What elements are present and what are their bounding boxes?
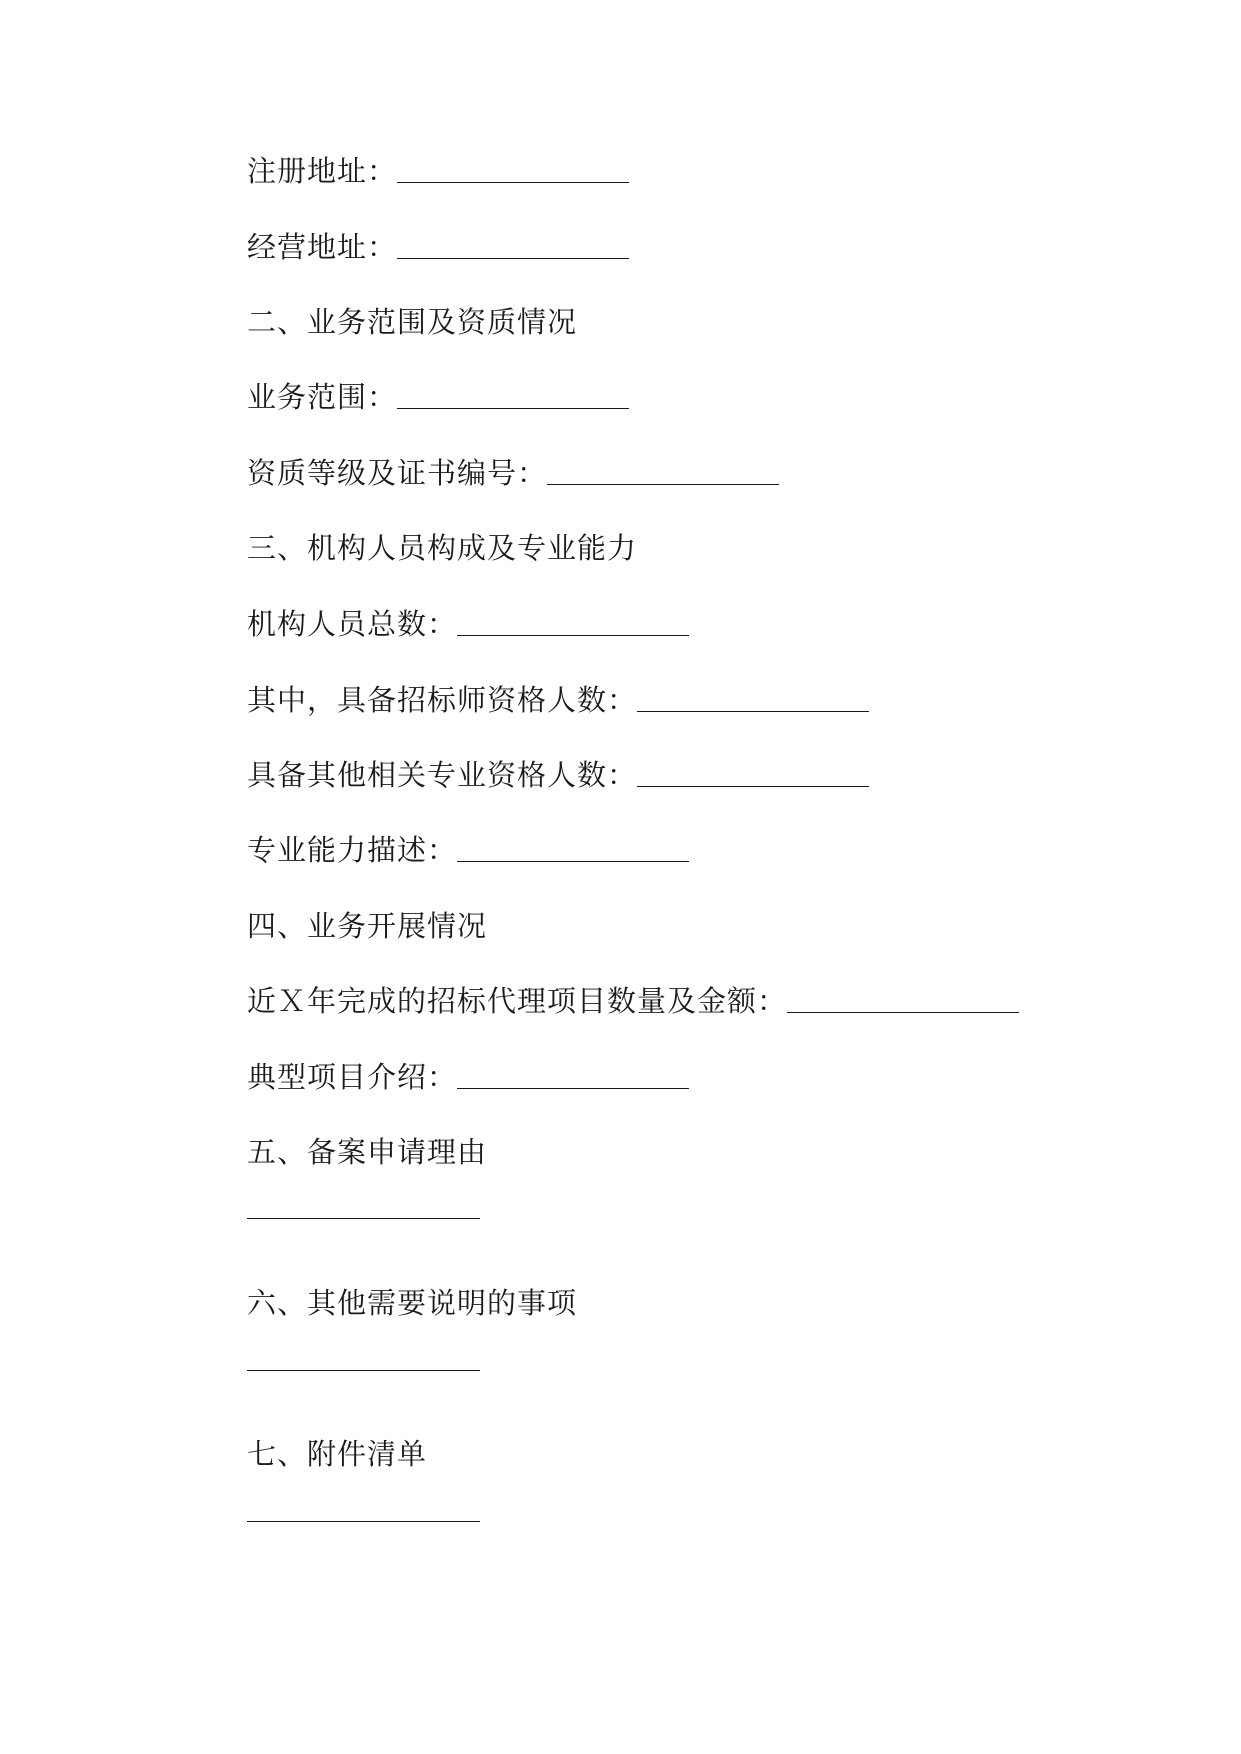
registered-address-label: 注册地址： [247,154,398,188]
projects-count-line [247,981,1019,1021]
section-heading-2 [247,302,577,342]
typical-project-label: 典型项目介绍： [247,1060,458,1094]
tender-qualified-label: 其中，具备招标师资格人数： [247,683,638,717]
other-qualified-label: 具备其他相关专业资格人数： [247,758,638,792]
section-heading-7-text: 七、附件清单 [247,1437,428,1471]
capability-label: 专业能力描述： [247,833,458,867]
section-heading-7 [247,1434,427,1474]
projects-count-field[interactable] [787,983,1019,1013]
total-staff-line [247,604,689,644]
capability-line [247,830,689,870]
section-heading-3 [247,528,637,568]
section-heading-4 [247,906,487,946]
qualification-field[interactable] [547,455,779,485]
other-qualified-field[interactable] [637,757,869,787]
section-heading-4-text: 四、业务开展情况 [247,909,488,943]
tender-qualified-field[interactable] [637,682,869,712]
other-matters-field[interactable] [247,1370,480,1371]
business-scope-label: 业务范围： [247,380,398,414]
projects-count-label: 近Ｘ年完成的招标代理项目数量及金额： [247,984,788,1018]
business-scope-line [247,377,629,417]
attachments-field[interactable] [247,1521,480,1522]
business-address-field[interactable] [397,229,629,259]
business-scope-field[interactable] [397,379,629,409]
qualification-label: 资质等级及证书编号： [247,456,548,490]
total-staff-field[interactable] [457,606,689,636]
typical-project-field[interactable] [457,1059,689,1089]
section-heading-3-text: 三、机构人员构成及专业能力 [247,531,638,565]
total-staff-label: 机构人员总数： [247,607,458,641]
section-heading-5-text: 五、备案申请理由 [247,1135,488,1169]
registered-address-line [247,151,629,191]
other-qualified-line [247,755,869,795]
capability-field[interactable] [457,832,689,862]
section-heading-2-text: 二、业务范围及资质情况 [247,305,578,339]
section-heading-5 [247,1132,487,1172]
business-address-line [247,227,629,267]
tender-qualified-line [247,680,869,720]
application-reason-field[interactable] [247,1218,480,1219]
registered-address-field[interactable] [397,153,629,183]
qualification-line [247,453,779,493]
section-heading-6-text: 六、其他需要说明的事项 [247,1286,578,1320]
business-address-label: 经营地址： [247,230,398,264]
typical-project-line [247,1057,689,1097]
section-heading-6 [247,1283,577,1323]
